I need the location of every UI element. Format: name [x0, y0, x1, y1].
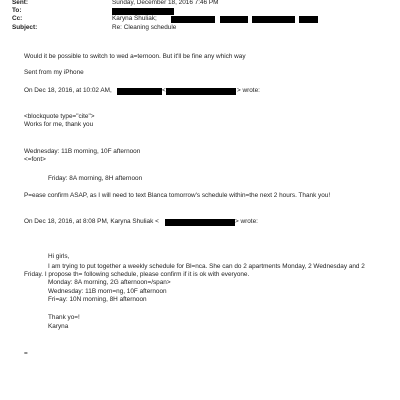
- to-label: To:: [12, 7, 22, 14]
- redacted-cc-4: [299, 16, 318, 23]
- redacted-attribution-name: [117, 88, 162, 95]
- body-line-reply: Would it be possible to switch to wed a=ternoon. But it'll be fine any which way: [24, 53, 246, 60]
- quote-line-intro: I am trying to put together a weekly schedule for Bl=nca. She can do 2 apartments Monday, 2 Wednesday and 2: [48, 263, 365, 270]
- redacted-cc-3: [252, 16, 295, 23]
- cc-label: Cc:: [12, 15, 23, 22]
- subject-value: Re: Cleaning schedule: [112, 24, 177, 31]
- body-line-works-for-me: Works for me, thank you: [24, 121, 94, 128]
- redacted-attribution-email: [166, 88, 236, 95]
- attribution-2-suffix: > wrote:: [235, 218, 258, 225]
- redacted-cc-2: [220, 16, 248, 23]
- attribution-1-suffix: > wrote:: [237, 87, 260, 94]
- body-line-end-mark: =: [24, 350, 28, 357]
- redacted-to-recipient: [112, 8, 174, 15]
- body-line-font-tag: <=font>: [24, 156, 46, 163]
- sent-value: Sunday, December 18, 2016 7:46 PM: [112, 0, 219, 6]
- body-line-attribution-2: [24, 219, 159, 225]
- quote-line-propose: Friday. I propose th= following schedule, please confirm if it is ok with everyone.: [24, 271, 250, 278]
- body-line-blockquote-tag: <blockquote type="cite">: [24, 113, 95, 120]
- body-line-please-confirm: P=ease confirm ASAP, as I will need to text Blanca tomorrow's schedule within=the next 2 hours. Thank you!: [24, 192, 331, 199]
- quote-line-wednesday: Wednesday: 11B morn=ng, 10F afternoon: [48, 288, 167, 295]
- sent-label: Sent:: [12, 0, 28, 6]
- redacted-cc-1: [171, 16, 215, 23]
- cc-value: Karyna Shuliak;: [112, 15, 157, 22]
- body-line-wednesday: Wednesday: 11B morning, 10F afternoon: [24, 148, 141, 155]
- body-line-signature: Sent from my iPhone: [24, 69, 84, 76]
- attribution-1-lt: <: [162, 87, 166, 94]
- body-line-friday: Friday: 8A morning, 8H afternoon: [48, 175, 143, 182]
- attribution-2-prefix: On Dec 18, 2016, at 8:08 PM, Karyna Shuliak <: [24, 218, 159, 225]
- quote-line-friday: Fri=ay: 10N morning, 8H afternoon: [48, 296, 147, 303]
- body-line-attribution-1: [24, 88, 112, 94]
- redacted-karyna-email: [165, 219, 235, 226]
- quote-line-thanks: Thank yo=!: [48, 314, 80, 321]
- quote-line-name: Karyna: [48, 323, 69, 330]
- quote-line-greeting: Hi girls,: [48, 253, 70, 260]
- attribution-1-prefix: On Dec 18, 2016, at 10:02 AM,: [24, 87, 112, 94]
- subject-label: Subject:: [12, 24, 38, 31]
- quote-line-monday: Monday: 8A morning, 2G afternoon=/span>: [48, 279, 171, 286]
